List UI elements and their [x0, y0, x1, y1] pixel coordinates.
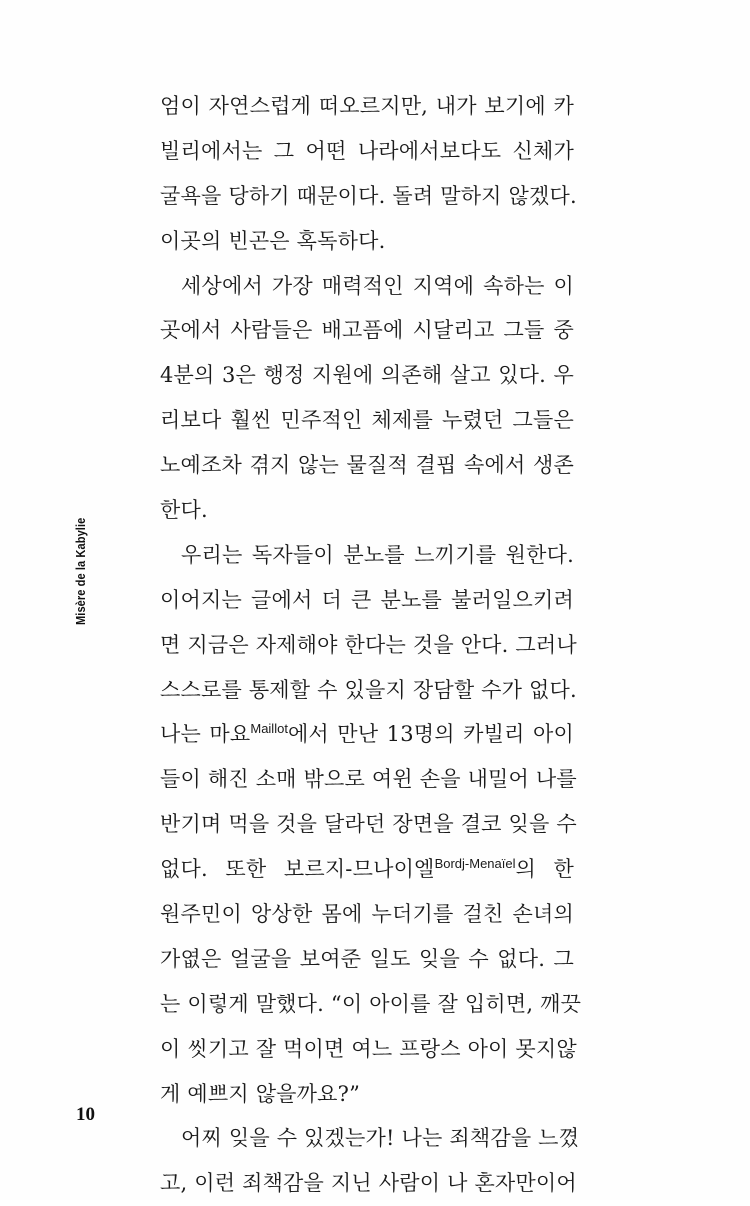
- text-line: 반기며 먹을 것을 달라던 장면을 결코 잊을 수: [160, 812, 577, 837]
- text-line-paragraph-end: 이곳의 빈곤은 혹독하다.: [160, 228, 386, 253]
- text-line: 굴욕을 당하기 때문이다. 돌려 말하지 않겠다.: [160, 183, 577, 208]
- foreign-gloss-bordj-menaiel: Bordj-Menaïel: [434, 856, 516, 872]
- text-line-paragraph-end: 게 예쁘지 않을까요?”: [160, 1081, 361, 1106]
- line-text: 나는 마요: [160, 722, 251, 747]
- text-line: 스스로를 통제할 수 있을지 장담할 수가 없다.: [160, 677, 577, 702]
- text-line-with-gloss: [160, 712, 574, 757]
- text-line: 빌리에서는 그 어떤 나라에서보다도 신체가: [160, 138, 574, 163]
- line-text: 없다. 또한 보르지-므나이엘: [160, 857, 435, 882]
- text-line-paragraph-start: 어찌 잊을 수 있겠는가! 나는 죄책감을 느꼈: [181, 1126, 580, 1151]
- foreign-gloss-maillot: Maillot: [250, 721, 288, 737]
- text-line: 면 지금은 자제해야 한다는 것을 안다. 그러나: [160, 632, 577, 657]
- text-line: 들이 해진 소매 밖으로 여윈 손을 내밀어 나를: [160, 767, 577, 792]
- text-line-paragraph-end: 한다.: [160, 498, 208, 523]
- text-line-paragraph-start: 우리는 독자들이 분노를 느끼기를 원한다.: [181, 542, 574, 567]
- line-text: 에서 만난 13명의 카빌리 아이: [287, 722, 575, 747]
- text-line: 노예조차 겪지 않는 물질적 결핍 속에서 생존: [160, 453, 574, 478]
- text-line-paragraph-start: 세상에서 가장 매력적인 지역에 속하는 이: [181, 273, 574, 298]
- running-title: Misère de la Kabylie: [73, 517, 88, 625]
- text-line: 이어지는 글에서 더 큰 분노를 불러일으키려: [160, 587, 574, 612]
- text-line: 가엾은 얼굴을 보여준 일도 잊을 수 없다. 그: [160, 946, 574, 971]
- page-number: 10: [76, 1104, 95, 1125]
- text-line: 곳에서 사람들은 배고픔에 시달리고 그들 중: [160, 318, 574, 343]
- line-text: 의 한: [515, 857, 574, 882]
- text-line-with-gloss: [160, 847, 574, 892]
- text-line: 이 씻기고 잘 먹이면 여느 프랑스 아이 못지않: [160, 1036, 577, 1061]
- text-line: 엄이 자연스럽게 떠오르지만, 내가 보기에 카: [160, 94, 574, 118]
- text-line: 고, 이런 죄책감을 지닌 사람이 나 혼자만이어: [160, 1171, 577, 1196]
- text-line: 4분의 3은 행정 지원에 의존해 살고 있다. 우: [160, 363, 574, 388]
- text-line: 원주민이 앙상한 몸에 누더기를 걸친 손녀의: [160, 902, 574, 927]
- body-text: [160, 84, 582, 1206]
- text-line: 는 이렇게 말했다. “이 아이를 잘 입히면, 깨끗: [160, 991, 582, 1016]
- text-line: 리보다 훨씬 민주적인 체제를 누렸던 그들은: [160, 408, 574, 433]
